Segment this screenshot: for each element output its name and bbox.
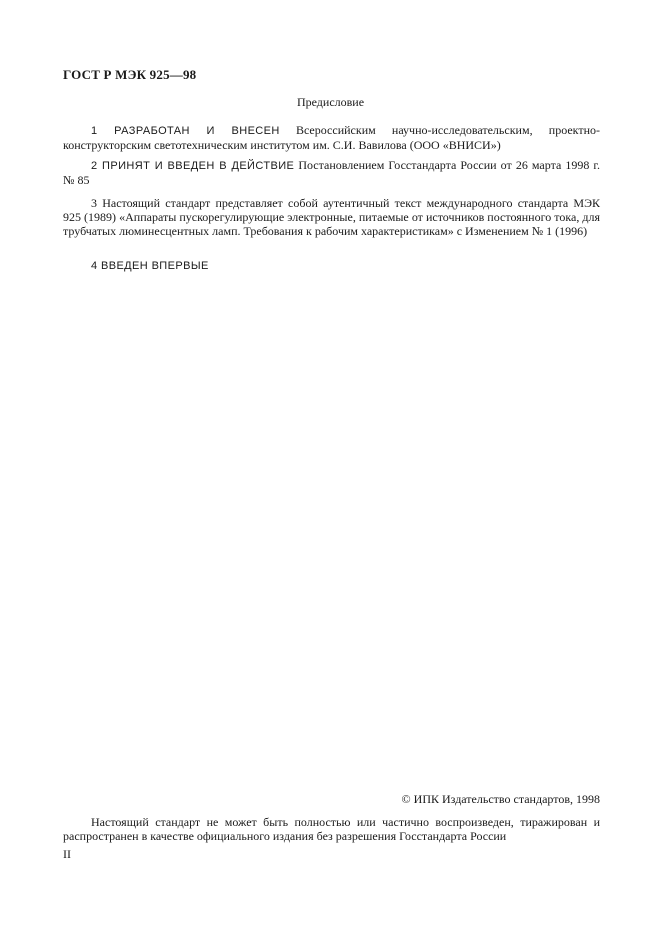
reproduction-notice: Настоящий стандарт не может быть полностью или частично воспроизведен, тиражирован и распространен в качестве официального издания без разрешения Госстандарта России: [63, 815, 600, 843]
preface-item-3-text: 3 Настоящий стандарт представляет собой аутентичный текст международного стандарта МЭК 925 (1989) «Аппараты пускорегулирующие электронные, питаемые от источников постоянного тока, для трубчатых люминесцентных ламп. Требования к рабочим характеристикам» с Изменением № 1 (1996): [63, 196, 600, 238]
preface-item-4: [63, 258, 600, 273]
preface-item-1-lead: 1 РАЗРАБОТАН И ВНЕСЕН: [91, 125, 280, 137]
preface-item-1-text: Всероссийским научно-исследовательским, проектно-конструкторским светотехническим институтом им. С.И. Вавилова (ООО «ВНИСИ»): [63, 123, 600, 152]
preface-item-4-lead: 4 ВВЕДЕН ВПЕРВЫЕ: [91, 260, 209, 272]
standard-designation: ГОСТ Р МЭК 925—98: [63, 67, 197, 82]
preface-title: Предисловие: [296, 95, 365, 109]
preface-item-3: [63, 196, 600, 238]
preface-item-1: [63, 123, 600, 152]
page-number: II: [63, 847, 71, 861]
preface-item-2-lead: 2 ПРИНЯТ И ВВЕДЕН В ДЕЙСТВИЕ: [91, 160, 295, 172]
preface-item-2-text: Постановлением Госстандарта России от 26 марта 1998 г. № 85: [63, 158, 600, 187]
copyright-line: © ИПК Издательство стандартов, 1998: [401, 792, 600, 806]
preface-item-2: [63, 158, 600, 187]
